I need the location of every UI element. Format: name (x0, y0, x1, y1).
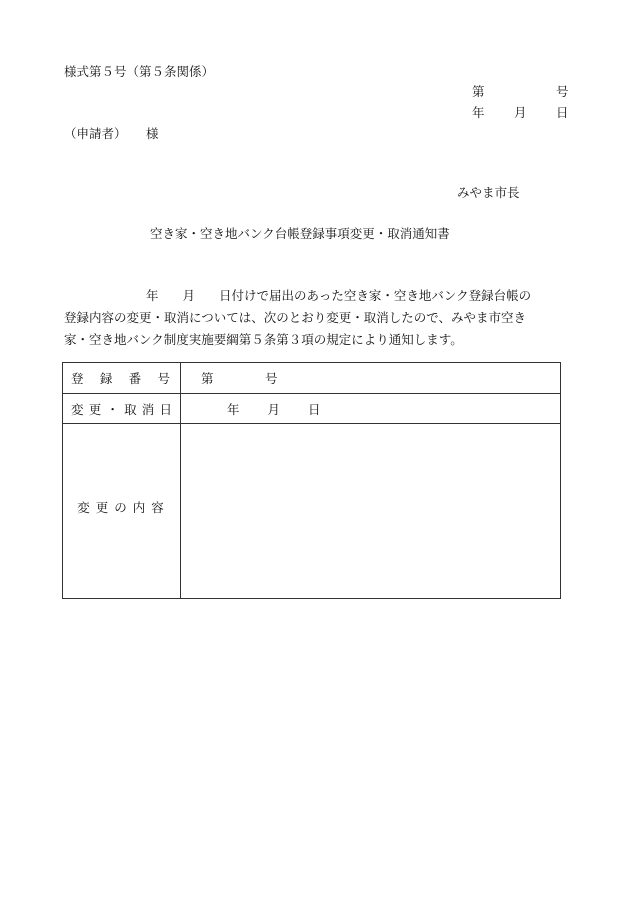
registration-number-label: 登 録 番 号 (63, 363, 181, 394)
issuer-name: みやま市長 (457, 185, 520, 200)
change-content-field[interactable] (181, 424, 561, 599)
change-date-row (63, 394, 561, 424)
applicant-honorific: 様 (146, 126, 159, 141)
change-content-label: 変 更 の 内 容 (63, 424, 181, 599)
notice-date-day: 日 (556, 105, 569, 120)
body-line-1-text: 日付けで届出のあった空き家・空き地バンク登録台帳の (219, 288, 532, 303)
change-details-table (62, 362, 561, 599)
body-line-3: 家・空き地バンク制度実施要綱第５条第３項の規定により通知します。 (64, 332, 463, 347)
change-content-row (63, 424, 561, 599)
notice-date-year: 年 (472, 105, 485, 120)
notice-date-month: 月 (514, 105, 527, 120)
change-date-year: 年 (227, 401, 240, 417)
notice-body (64, 285, 570, 351)
body-month: 月 (182, 288, 196, 303)
change-date-label: 変 更 ・ 取 消 日 (63, 394, 181, 424)
form-number: 様式第５号（第５条関係） (64, 64, 215, 79)
notice-number-label: 第 (472, 84, 485, 99)
body-line-1 (64, 285, 570, 307)
change-date-field[interactable] (181, 394, 561, 424)
change-date-day: 日 (308, 401, 321, 417)
registration-number-row (63, 363, 561, 394)
document-title: 空き家・空き地バンク台帳登録事項変更・取消通知書 (150, 226, 450, 241)
registration-number-suffix: 号 (265, 371, 278, 386)
registration-number-prefix: 第 (201, 371, 214, 386)
notice-number-suffix: 号 (556, 84, 569, 99)
applicant-label: （申請者） (64, 126, 127, 141)
registration-number-field[interactable] (181, 363, 561, 394)
change-date-month: 月 (267, 401, 281, 417)
body-year: 年 (146, 288, 159, 303)
body-line-2: 登録内容の変更・取消については、次のとおり変更・取消したので、みやま市空き (64, 310, 527, 325)
